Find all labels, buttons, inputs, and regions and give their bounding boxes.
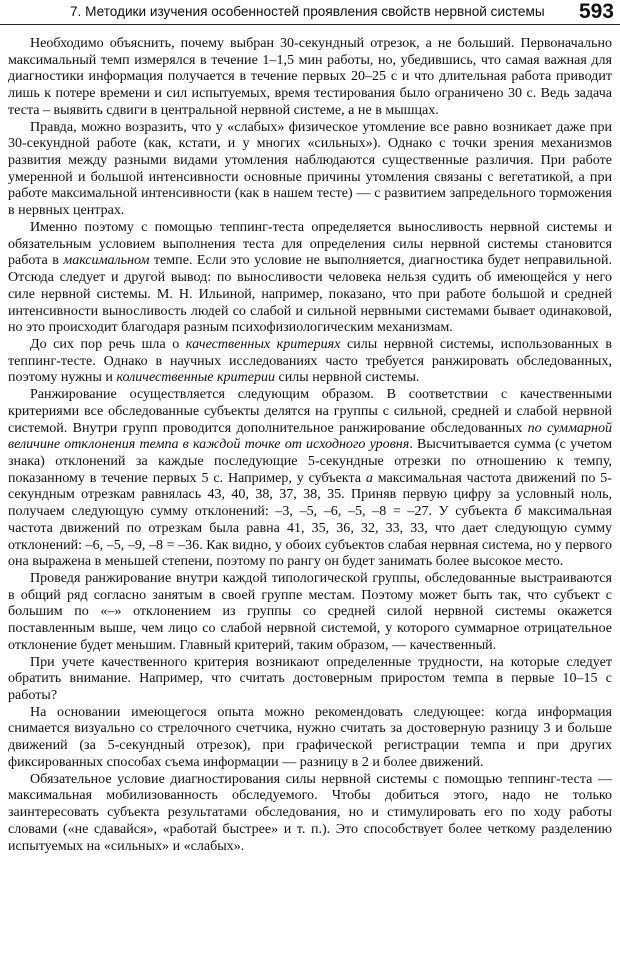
paragraph-3: Именно поэтому с помощью теппинг-теста определяется выносливость нервной системы и обязательным условием выполнения теста для определения силы нервной системы становится работа в максимальном темпе. Если это условие не выполняется, диагностика будет неправильной. Отсюда следует и другой вывод: по выносливости человека нельзя судить об имеющейся у него силе нервной системы. М. Н. Ильиной, например, показано, что при работе большой и средней интенсивности выносливость людей со слабой и сильной нервными системами бывает одинаковой, но это происходит благодаря разным психофизиологическим механизмам.	[8, 218, 613, 336]
chapter-title: 7. Методики изучения особенностей проявления свойств нервной системы	[70, 4, 545, 19]
emphasis: б	[514, 503, 522, 520]
paragraph-4: До сих пор речь шла о качественных критериях силы нервной системы, использованных в теппинг-тесте. Однако в научных исследованиях часто требуется ранжировать обследованных, поэтому нужны и количественные критерии силы нервной системы.	[8, 335, 613, 386]
page-body	[8, 35, 612, 854]
paragraph-5: Ранжирование осуществляется следующим образом. В соответствии с качественными критериями все обследованные субъекты делятся на группы с сильной, средней и слабой нервной системой. Внутри групп проводится дополнительное ранжирование обследованных по суммарной величине отклонения темпа в каждой точке от исходного уровня. Высчитывается сумма (с учетом знака) отклонений за каждые последующие 5-секундные отрезки по отношению к темпу, показанному в течение первых 5 с. Например, у субъекта а максимальная частота движений по 5-секундным отрезкам равнялась 43, 40, 38, 37, 38, 35. Приняв первую цифру за условный ноль, получаем следующую сумму отклонений: –3, –5, –6, –5, –8 = –27. У субъекта б максимальная частота движений по отрезкам была равна 41, 35, 36, 32, 33, 33, что дает следующую сумму отклонений: –6, –5, –9, –8 = –36. Как видно, у обоих субъектов слабая нервная система, но у первого она выражена в меньшей степени, поэтому по рангу он будет занимать более высокое место.	[8, 386, 613, 570]
emphasis: по суммарной величине отклонения темпа в каждой точке от исходного уровня	[8, 419, 612, 453]
running-header	[0, 0, 620, 30]
paragraph-9: Обязательное условие диагностирования силы нервной системы с помощью теппинг-теста — максимальная мобилизованность обследуемого. Чтобы добиться этого, надо не только заинтересовать субъекта результатами обследования, но и стимулировать его по ходу работы словами («не сдавайся», «работай быстрее» и т. п.). Это способствует более четкому разделению испытуемых на «сильных» и «слабых».	[8, 770, 612, 854]
paragraph-2: Правда, можно возразить, что у «слабых» физическое утомление все равно возникает даже при 30-секундной работе (как, кстати, и у многих «сильных»). Однако с точки зрения механизмов развития между разными видами утомления наблюдаются существенные различия. При работе умеренной и большой интенсивности основные причины утомления связаны с вегетатикой, а при работе максимальной интенсивности (как в нашем тесте) — с развитием запредельного торможения в нервных центрах.	[8, 118, 612, 219]
paragraph-1: Необходимо объяснить, почему выбран 30-секундный отрезок, а не больший. Первоначально максимальный темп измерялся в течение 1–1,5 мин работы, но, убедившись, что самая важная для диагностики информация получается в течение первых 20–25 с и что длительная работа приводит лишь к потере времени и сил испытуемых, время тестирования было ограничено 30 с. Ведь задача теста – выявить сдвиги в центральной нервной системе, а не в мышцах.	[8, 35, 612, 118]
paragraph-7: При учете качественного критерия возникают определенные трудности, на которые следует обратить внимание. Например, что считать достоверным приростом темпа в первые 10–15 с работы?	[8, 653, 612, 704]
emphasis: качественных критериях	[185, 335, 341, 352]
paragraph-8: На основании имеющегося опыта можно рекомендовать следующее: когда информация снимается визуально со стрелочного счетчика, нужно считать за достоверную разницу 3 и больше движений (за 5-секундный отрезок), при графической регистрации темпа и при других фиксированных способах съема информации — разницу в 2 и более движений.	[8, 703, 612, 770]
header-divider	[0, 24, 620, 25]
page-number: 593	[578, 0, 614, 23]
emphasis: а	[365, 469, 373, 486]
emphasis: максимальном	[63, 252, 150, 269]
emphasis: количественные критерии	[116, 369, 276, 386]
paragraph-6: Проведя ранжирование внутри каждой типологической группы, обследованные выстраиваются в общий ряд согласно занятым в своей группе местам. Поэтому может быть так, что субъект с большим по «–» отклонением из группы со средней силой нервной системы окажется поставленным выше, чем лицо со слабой нервной системой, у которого суммарное отрицательное отклонение будет меньшим. Главный критерий, таким образом, — качественный.	[8, 570, 612, 653]
